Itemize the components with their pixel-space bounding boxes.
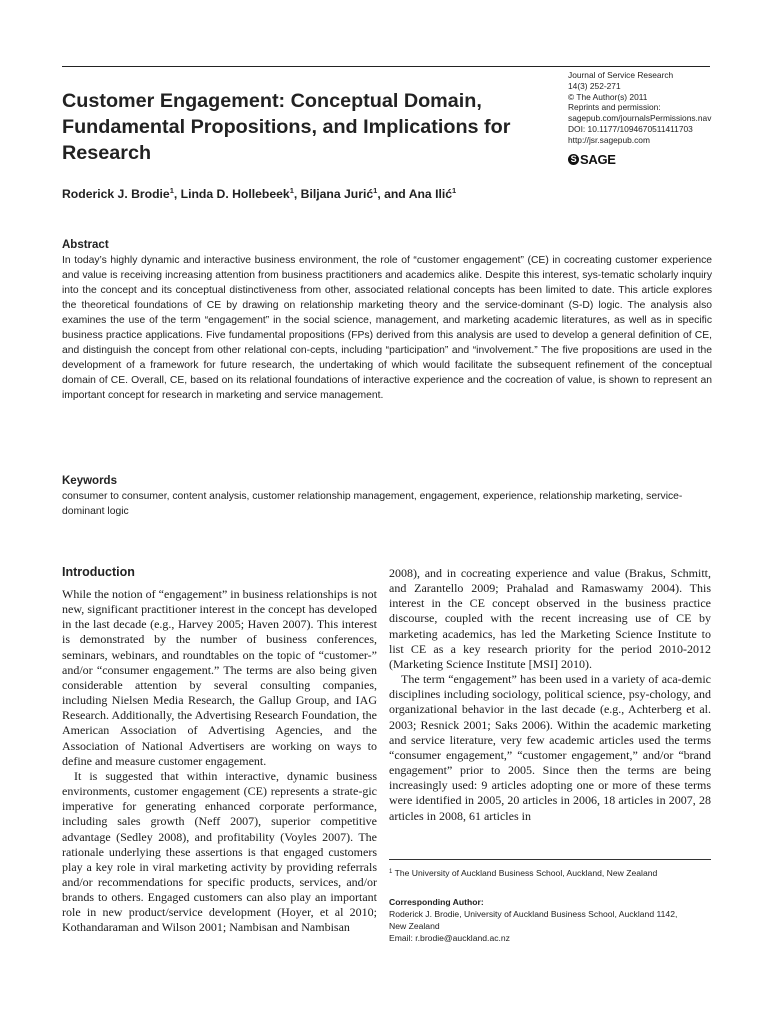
- author-separator: ,: [293, 187, 301, 201]
- copyright-notice: © The Author(s) 2011: [568, 91, 648, 102]
- author-list: [62, 186, 582, 201]
- intro-paragraph-3: 2008), and in cocreating experience and value (Brakus, Schmitt, and Zarantello 2009; Prahalad and Ramaswamy 2004). This interest in the CE concept observed in the business practice discourse, coupled with the recent increasing use of CE by marketing academics, has led the Marketing Science Institute to list CE as a key research priority for the period 2010-2012 (Marketing Science Institute [MSI] 2010).: [389, 566, 711, 671]
- corresponding-author-heading: Corresponding Author:: [389, 897, 484, 907]
- author-name: Linda D. Hollebeek: [180, 187, 290, 201]
- footnote-text: The University of Auckland Business School, Auckland, New Zealand: [394, 868, 658, 878]
- keywords-text: consumer to consumer, content analysis, customer relationship management, engagement, experience, relationship marketing, service-dominant logic: [62, 491, 683, 517]
- abstract-heading: Abstract: [62, 239, 109, 251]
- keywords-heading: Keywords: [62, 475, 117, 487]
- intro-paragraph-4: The term “engagement” has been used in a variety of aca-demic disciplines including sociology, political science, psy-chology, and organizational behavior in the last decade (e.g., Achterberg et al. 2003; Resnick 2001; Saks 2006). Within the academic marketing and service literature, very few academic articles used the terms “consumer engagement,” “customer engagement,” and/or “brand engagement” prior to 2005. Since then the terms are being increasingly used: 9 articles adopting one or more of these terms were identified in 2005, 20 articles in 2006, 18 articles in 2007, 28 articles in 2008, 61 articles in: [389, 672, 711, 823]
- author-affiliation-marker: 1: [289, 186, 294, 195]
- corresponding-author-email[interactable]: Email: r.brodie@auckland.ac.nz: [389, 933, 510, 943]
- left-column: [62, 587, 377, 936]
- right-column: [389, 566, 711, 824]
- abstract-text: In today’s highly dynamic and interactive business environment, the role of “customer engagement” (CE) in cocreating customer experience and value is receiving increasing attention from business practitioners and academics alike. Despite this interest, sys-tematic scholarly inquiry into the concept and its conceptual distinctiveness from other, associated relational concepts has been limited to date. This article explores the theoretical foundations of CE by drawing on relationship marketing theory and the service-dominant (S-D) logic. The analysis also examines the use of the term “engagement” in the social science, management, and marketing academic literatures, as well as in specific business practice applications. Five fundamental propositions (FPs) derived from this analysis are used to develop a general definition of CE, and distinguish the concept from other relational con-cepts, including “participation” and “involvement.” The five propositions are used in the development of a framework for future research, the undertaking of which would facilitate the subsequent refinement of the conceptual domain of CE. Overall, CE, based on its relational foundations of interactive experience and the cocreation of value, is shown to represent an important concept for research in marketing and service management.: [62, 255, 712, 402]
- author-separator: , and: [377, 187, 409, 201]
- author-name: Ana Ilić: [408, 187, 453, 201]
- corresponding-author-block: [389, 896, 719, 944]
- corresponding-author-line2: New Zealand: [389, 921, 440, 931]
- footnote-marker: 1: [389, 869, 393, 875]
- introduction-heading: Introduction: [62, 565, 135, 579]
- author-separator: ,: [173, 187, 181, 201]
- author-name: Roderick J. Brodie: [62, 187, 170, 201]
- intro-paragraph-2: It is suggested that within interactive, dynamic business environments, customer engagement (CE) represents a strate-gic imperative for generating enhanced corporate performance, including sales growth (Neff 2007), superior competitive advantage (Sedley 2008), and profitability (Voyles 2007). The rationale underlying these assertions is that engaged customers play a key role in viral marketing activity by providing referrals and/or recommendations for specific products, services, and/or brands to others. Engaged customers can also play an important role in new product/service development (Hoyer, et al 2010; Kothandaraman and Wilson 2001; Nambisan and Nambisan: [62, 768, 377, 935]
- sage-logo: [568, 152, 616, 167]
- reprints-label: Reprints and permission:: [568, 102, 661, 113]
- journal-info-block: [568, 70, 718, 146]
- author-affiliation-marker: 1: [452, 186, 457, 195]
- doi[interactable]: DOI: 10.1177/1094670511411703: [568, 123, 693, 134]
- author-name: Biljana Jurić: [300, 187, 374, 201]
- journal-website-link[interactable]: http://jsr.sagepub.com: [568, 134, 650, 145]
- corresponding-author-line1: Roderick J. Brodie, University of Auckland Business School, Auckland 1142,: [389, 909, 678, 919]
- sage-logo-mark: S: [568, 154, 579, 165]
- affiliation-footnote: [389, 867, 719, 879]
- author-affiliation-marker: 1: [169, 186, 174, 195]
- permissions-link[interactable]: sagepub.com/journalsPermissions.nav: [568, 113, 712, 124]
- author-affiliation-marker: 1: [373, 186, 378, 195]
- intro-paragraph-1: While the notion of “engagement” in business relationships is not new, significant practitioner interest in the concept has developed in the last decade (e.g., Harvey 2005; Haven 2007). This interest is demonstrated by the number of business conferences, seminars, webinars, and roundtables on the topic of “customer-” and/or “consumer engagement.” The terms are also being given considerable attention by several consulting companies, including Nielsen Media Research, the Gallup Group, and IAG Research. Additionally, the Advertising Research Foundation, the American Association of Advertising Agencies, and the Association of National Advertisers are working on ways to define and measure customer engagement.: [62, 587, 377, 768]
- footnote-rule: [389, 859, 711, 860]
- journal-name: Journal of Service Research: [568, 70, 674, 80]
- sage-logo-text: SAGE: [580, 152, 616, 167]
- journal-volume-pages: 14(3) 252-271: [568, 80, 621, 91]
- header-rule: [62, 66, 710, 67]
- article-title: Customer Engagement: Conceptual Domain, Fundamental Propositions, and Implications for Research: [62, 90, 511, 164]
